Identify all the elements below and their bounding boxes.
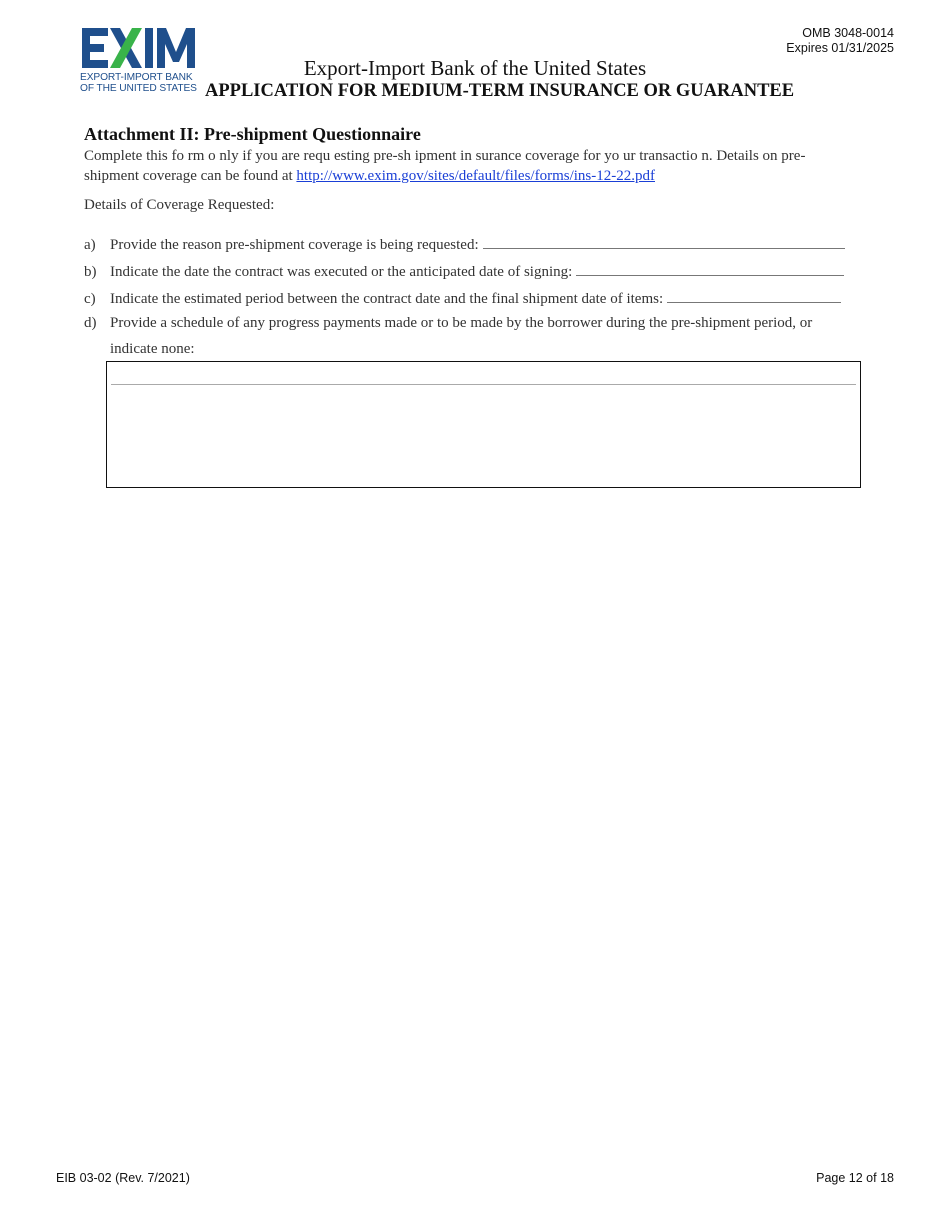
page-number: Page 12 of 18 <box>816 1171 894 1185</box>
coverage-info-link[interactable]: http://www.exim.gov/sites/default/files/forms/ins-12-22.pdf <box>296 168 655 184</box>
form-id: EIB 03-02 (Rev. 7/2021) <box>56 1171 190 1185</box>
shipment-period-field[interactable] <box>667 288 841 303</box>
question-text: Indicate the date the contract was executed or the anticipated date of signing: <box>110 264 573 280</box>
expiration-date: Expires 01/31/2025 <box>786 41 894 55</box>
question-a <box>84 234 845 254</box>
application-title: APPLICATION FOR MEDIUM-TERM INSURANCE OR GUARANTEE <box>205 81 795 101</box>
bank-name: Export-Import Bank of the United States <box>303 56 647 80</box>
question-marker: c) <box>84 291 96 307</box>
omb-block <box>786 26 894 56</box>
question-text: Provide a schedule of any progress payments made or to be made by the borrower during the pre-shipment period, or <box>110 315 813 331</box>
contract-date-field[interactable] <box>576 261 844 276</box>
answer-line <box>111 384 856 385</box>
progress-payments-textarea[interactable] <box>106 361 861 488</box>
question-text: Provide the reason pre-shipment coverage is being requested: <box>110 237 479 253</box>
question-marker: a) <box>84 237 96 253</box>
question-d <box>84 315 812 332</box>
intro-text: Complete this fo rm o nly if you are requ esting pre-sh ipment in surance coverage for yo ur transactio n. Details on pre-shipment coverage can be found at <box>84 148 806 184</box>
question-c <box>84 288 841 308</box>
question-marker: b) <box>84 264 97 280</box>
reason-answer-field[interactable] <box>483 234 845 249</box>
section-title: Attachment II: Pre-shipment Questionnaire <box>84 124 421 144</box>
omb-number: OMB 3048-0014 <box>802 26 894 40</box>
question-marker: d) <box>84 315 97 331</box>
intro-paragraph <box>84 146 844 186</box>
logo-subtitle: EXPORT-IMPORT BANK OF THE UNITED STATES <box>80 72 197 94</box>
question-d-continuation: indicate none: <box>110 341 195 357</box>
details-label: Details of Coverage Requested: <box>84 197 275 213</box>
question-text: Indicate the estimated period between the contract date and the final shipment date of items: <box>110 291 664 307</box>
question-b <box>84 261 844 281</box>
